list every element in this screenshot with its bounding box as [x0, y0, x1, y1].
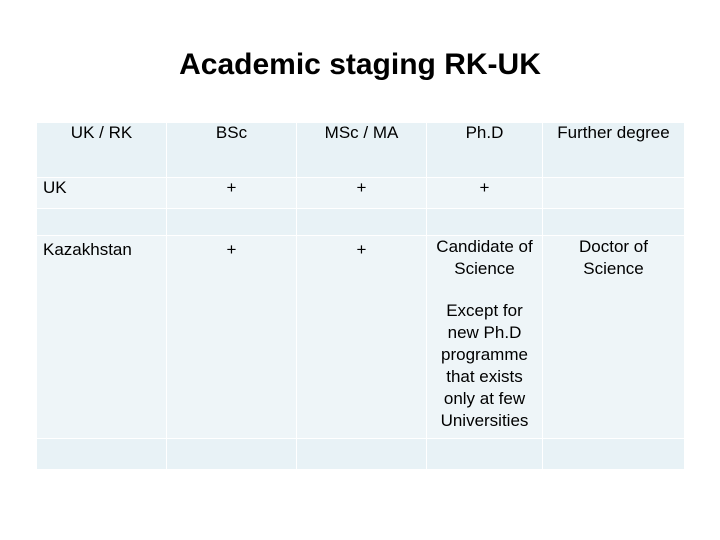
spacer-cell	[543, 209, 685, 236]
table-row-uk	[37, 178, 685, 209]
table-row-kazakhstan	[37, 236, 685, 439]
empty-cell	[37, 439, 167, 470]
note-line: new Ph.D	[447, 323, 522, 342]
cell-kz-phd	[427, 236, 543, 439]
page-title: Academic staging RK-UK	[179, 48, 541, 81]
empty-cell	[543, 439, 685, 470]
further-line-1: Doctor of	[579, 237, 648, 256]
note-line: that exists	[446, 367, 523, 386]
header-cell-uk-rk: UK / RK	[37, 123, 167, 178]
cell-uk-msc: +	[297, 178, 427, 209]
spacer-cell	[297, 209, 427, 236]
header-cell-bsc: BSc	[167, 123, 297, 178]
phd-line-2: Science	[454, 259, 515, 278]
cell-uk-bsc: +	[167, 178, 297, 209]
phd-line-1: Candidate of	[436, 237, 533, 256]
note-line: programme	[441, 345, 528, 364]
academic-staging-table	[36, 122, 685, 470]
phd-exception-note	[427, 300, 542, 432]
empty-cell	[167, 439, 297, 470]
note-line: Except for	[446, 301, 523, 320]
row-label-kazakhstan: Kazakhstan	[37, 236, 167, 439]
further-line-2: Science	[583, 259, 644, 278]
empty-cell	[297, 439, 427, 470]
table-row-empty	[37, 439, 685, 470]
empty-cell	[427, 439, 543, 470]
table-row-spacer	[37, 209, 685, 236]
header-cell-phd: Ph.D	[427, 123, 543, 178]
table-header-row	[37, 123, 685, 178]
note-line: only at few	[443, 389, 526, 408]
cell-kz-msc: +	[297, 236, 427, 439]
cell-uk-further	[543, 178, 685, 209]
cell-uk-phd: +	[427, 178, 543, 209]
row-label-uk: UK	[37, 178, 167, 209]
cell-kz-further	[543, 236, 685, 439]
cell-kz-bsc: +	[167, 236, 297, 439]
header-cell-msc: MSc / MA	[297, 123, 427, 178]
header-cell-further-degree: Further degree	[543, 123, 685, 178]
spacer-cell	[427, 209, 543, 236]
spacer-cell	[167, 209, 297, 236]
spacer-cell	[37, 209, 167, 236]
note-line: Universities	[440, 411, 529, 430]
